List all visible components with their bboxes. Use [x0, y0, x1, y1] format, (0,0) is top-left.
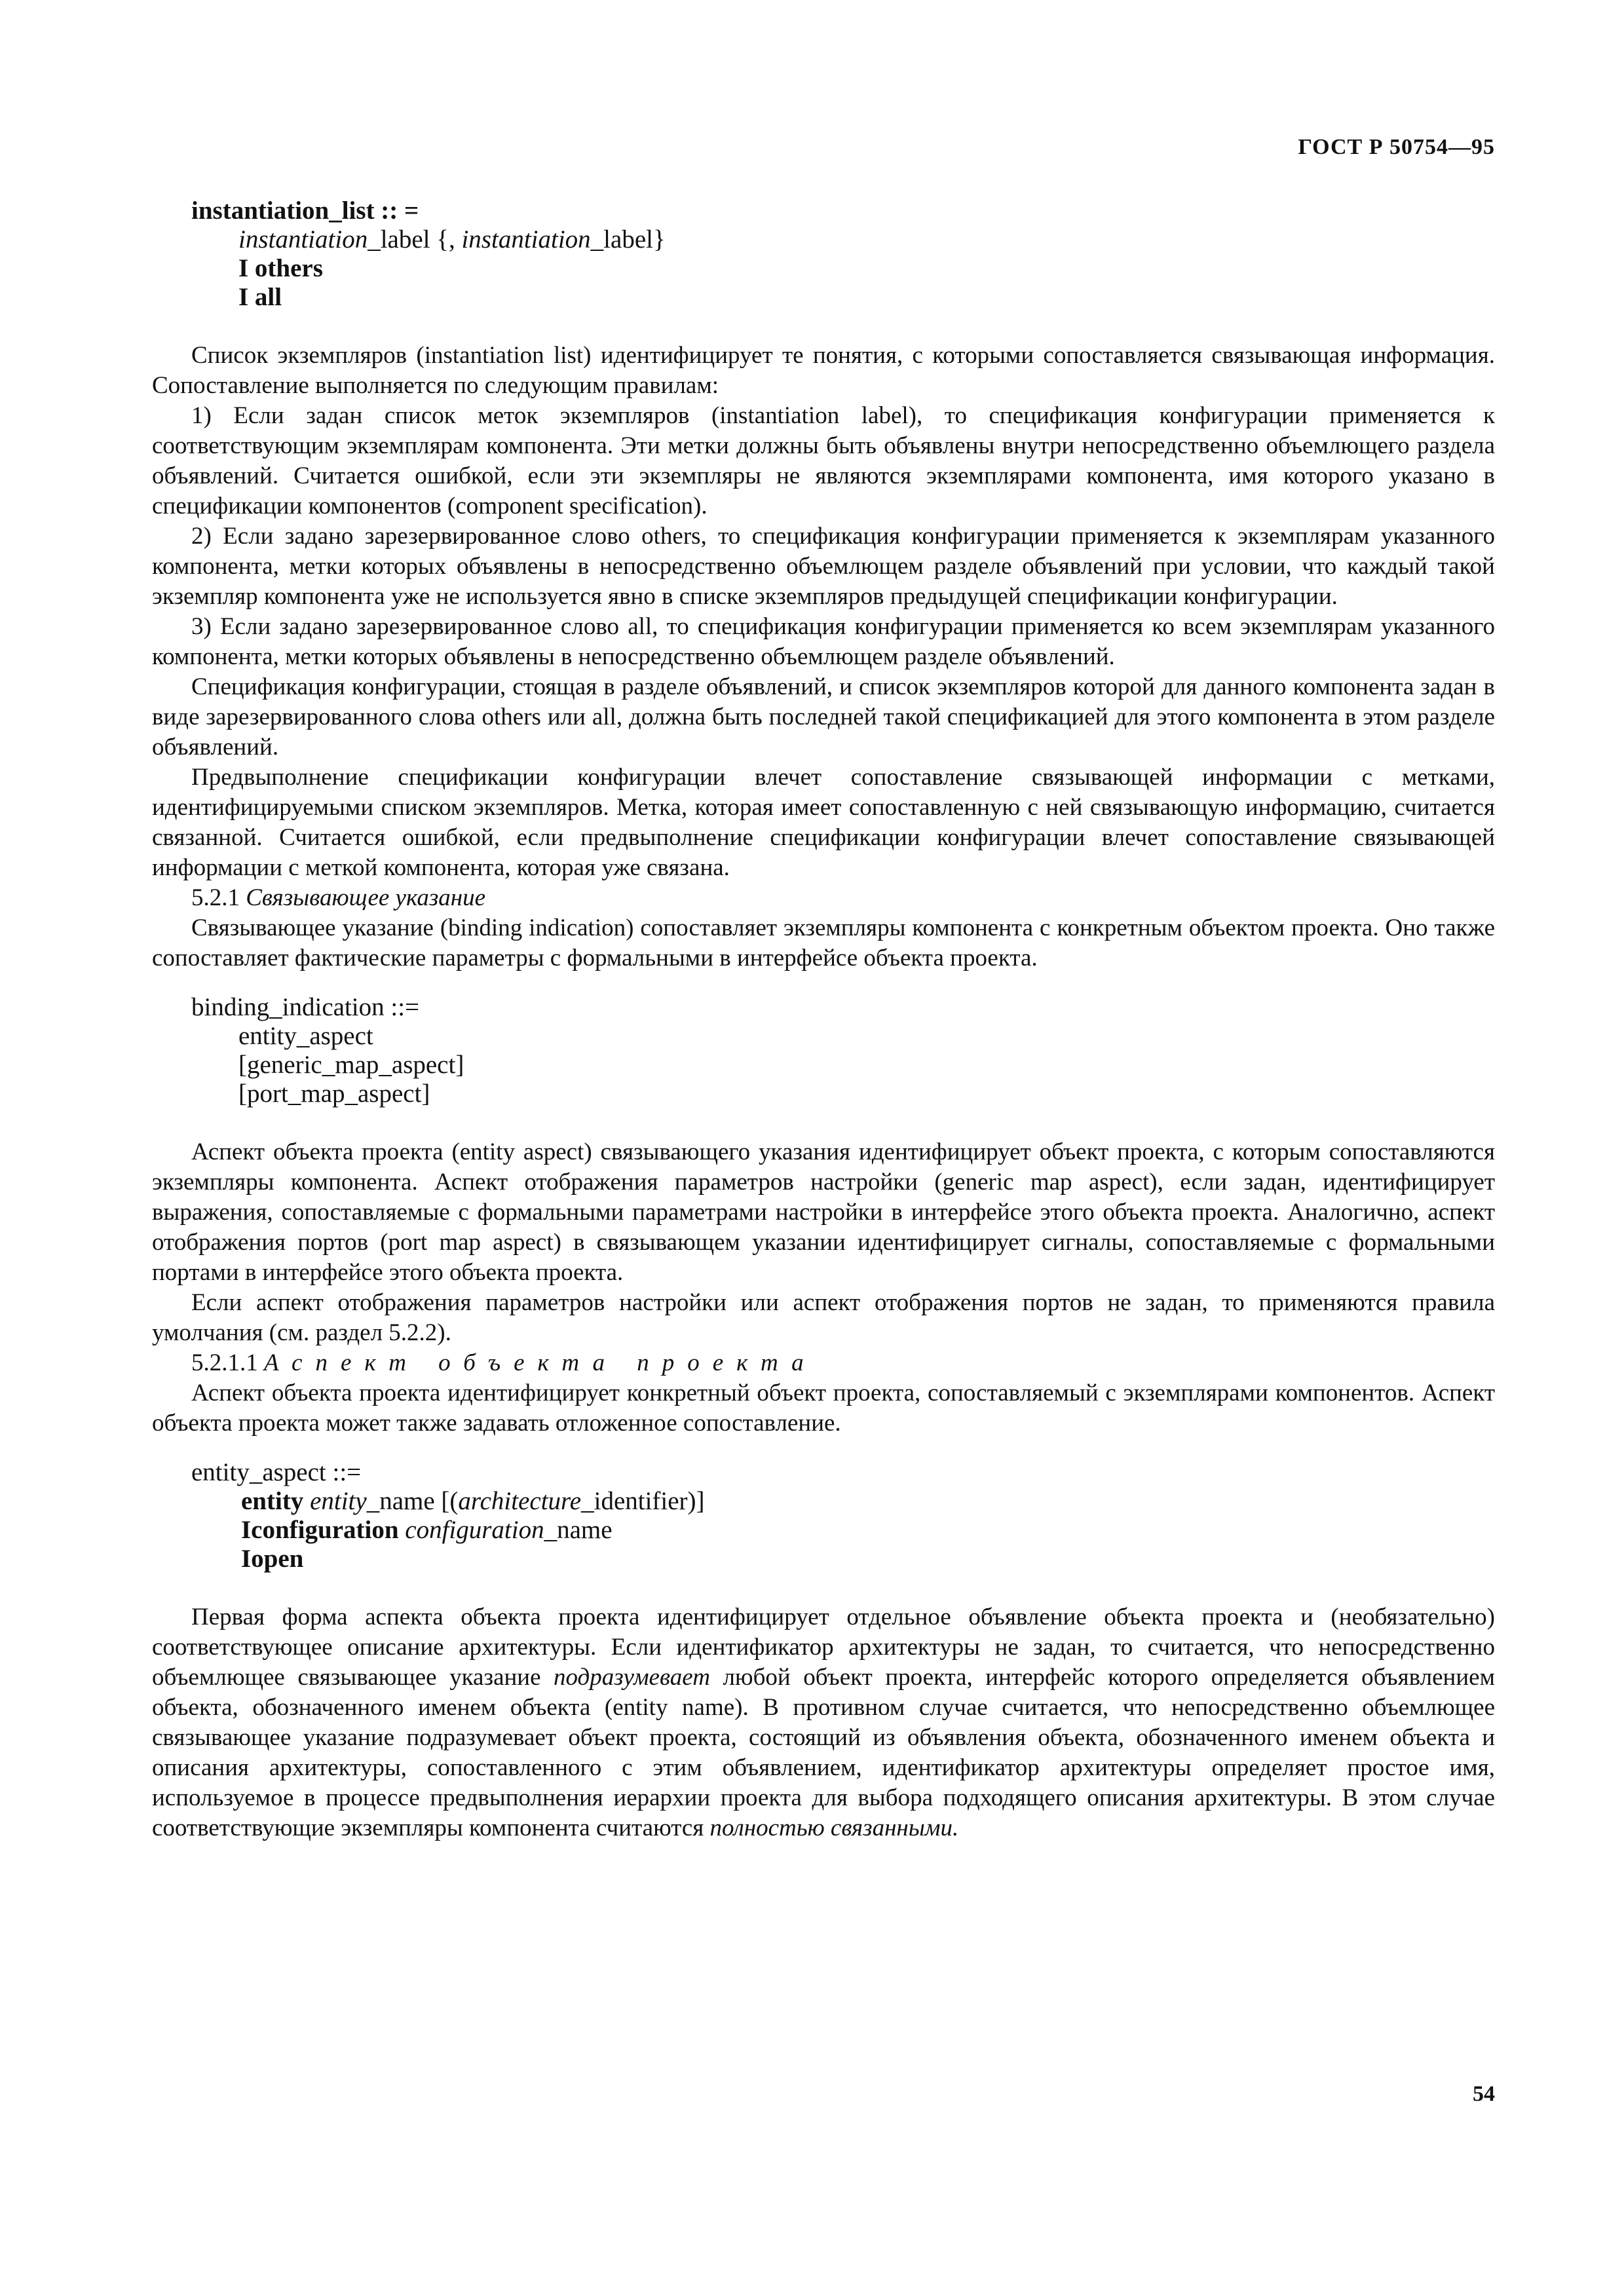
paragraph-fragment: любой объект проекта, интерфейс которого определяется объявлением объекта, обозначенного именем объекта (entity name). В противном случае считается, что непосредственно объемлющее связывающее указание подразумевает объект проекта, состоящий из объявления объекта, обозначенного именем объекта и описания архитектуры, сопоставленного с этим объявлением, идентификатор архитектуры определяет простое имя, используемое в процессе предвыполнения иерархии проекта для выбора подходящего описания архитектуры. В этом случае соответствующие экземпляры компонента считаются [152, 1664, 1495, 1841]
document-page [152, 0, 1495, 2296]
paragraph-fragment: подразумевает [554, 1664, 710, 1691]
grammar-line: I others [238, 254, 323, 282]
grammar-fragment: _label} [590, 225, 666, 254]
grammar-line: instantiation_list :: = [191, 197, 419, 225]
document-body [152, 197, 1495, 1843]
paragraph: 3) Если задано зарезервированное слово all, то спецификация конфигурации применяется ко всем экземплярам указанного компонента, метки которых объявлены в непосредственно объемлющем разделе объявлений. [152, 613, 1495, 670]
grammar-fragment: architecture [458, 1487, 582, 1515]
grammar-fragment: _name [544, 1516, 613, 1544]
paragraph: Связывающее указание (binding indication) сопоставляет экземпляры компонента с конкретным объектом проекта. Оно также сопоставляет фактические параметры с формальными в интерфейсе объекта проекта. [152, 914, 1495, 971]
instantiation-list-grammar [152, 197, 1495, 312]
section-number: 5.2.1.1 [191, 1349, 258, 1376]
grammar-fragment: _identifier)] [581, 1487, 705, 1515]
section-heading-5-2-1-1 [152, 1348, 1495, 1378]
grammar-line: [port_map_aspect] [238, 1080, 430, 1108]
grammar-fragment: instantiation [238, 225, 368, 254]
document-header: ГОСТ Р 50754—95 [1298, 135, 1495, 159]
grammar-line: [generic_map_aspect] [238, 1051, 464, 1079]
section-title: Аспект объекта проекта [264, 1349, 817, 1376]
entity-aspect-grammar [152, 1458, 1495, 1573]
paragraph: 2) Если задано зарезервированное слово others, то спецификация конфигурации применяется к экземплярам указанного компонента, метки которых объявлены в непосредственно объемлющем разделе объявлений при условии, что каждый такой экземпляр компонента уже не используется явно в списке экземпляров предыдущей спецификации конфигурации. [152, 523, 1495, 610]
paragraph: Список экземпляров (instantiation list) идентифицирует те понятия, с которыми сопоставляется связывающая информация. Сопоставление выполняется по следующим правилам: [152, 342, 1495, 399]
section-number: 5.2.1 [191, 884, 240, 911]
grammar-line: entity_aspect ::= [191, 1458, 362, 1486]
grammar-line [152, 225, 1495, 254]
grammar-fragment: _name [( [366, 1487, 459, 1515]
paragraph [152, 1602, 1495, 1843]
section-title: Связывающее указание [246, 884, 486, 911]
grammar-keyword: entity [241, 1487, 304, 1515]
grammar-line: entity_aspect [238, 1022, 373, 1050]
grammar-line: Iopen [241, 1545, 304, 1573]
page-number: 54 [1473, 2082, 1495, 2106]
paragraph-fragment: Первая форма аспекта объекта проекта идентифицирует отдельное объявление объекта проекта и (необязательно) соответствующее описание архитектуры. Если идентификатор архитектуры не задан, то считается, что непосредственно объемлющее связывающее указание [152, 1604, 1495, 1691]
paragraph: Если аспект отображения параметров настройки или аспект отображения портов не задан, то применяются правила умолчания (см. раздел 5.2.2). [152, 1289, 1495, 1346]
grammar-line: I all [238, 283, 282, 311]
grammar-fragment: _label {, [368, 225, 462, 254]
grammar-line [152, 1487, 1495, 1516]
paragraph: Аспект объекта проекта (entity aspect) связывающего указания идентифицирует объект проекта, с которым сопоставляются экземпляры компонента. Аспект отображения параметров настройки (generic map aspect), если задан, идентифицирует выражения, сопоставляемые с формальными параметрами настройки в интерфейсе этого объекта проекта. Аналогично, аспект отображения портов (port map aspect) в связывающем указании идентифицирует сигналы, сопоставляемые с формальными портами в интерфейсе этого объекта проекта. [152, 1139, 1495, 1286]
section-heading-5-2-1 [152, 883, 1495, 913]
paragraph: 1) Если задан список меток экземпляров (instantiation label), то спецификация конфигурации применяется к соответствующим экземплярам компонента. Эти метки должны быть объявлены внутри непосредственно объемлющего раздела объявлений. Считается ошибкой, если эти экземпляры не являются экземплярами компонента, имя которого указано в спецификации компонентов (component specification). [152, 402, 1495, 519]
binding-indication-grammar [152, 993, 1495, 1108]
grammar-line [152, 1516, 1495, 1545]
grammar-fragment: configuration [405, 1516, 544, 1544]
paragraph: Аспект объекта проекта идентифицирует конкретный объект проекта, сопоставляемый с экземплярами компонентов. Аспект объекта проекта может также задавать отложенное сопоставление. [152, 1380, 1495, 1437]
grammar-keyword: Iconfiguration [241, 1516, 399, 1544]
paragraph: Спецификация конфигурации, стоящая в разделе объявлений, и список экземпляров которой для данного компонента задан в виде зарезервированного слова others или all, должна быть последней такой спецификацией для этого компонента в этом разделе объявлений. [152, 673, 1495, 761]
paragraph: Предвыполнение спецификации конфигурации влечет сопоставление связывающей информации с метками, идентифицируемыми списком экземпляров. Метка, которая имеет сопоставленную с ней связывающую информацию, считается связанной. Считается ошибкой, если предвыполнение спецификации конфигурации влечет сопоставление связывающей информации с меткой компонента, которая уже связана. [152, 764, 1495, 881]
grammar-fragment: entity [310, 1487, 367, 1515]
grammar-line: binding_indication ::= [191, 993, 420, 1021]
grammar-fragment: instantiation [461, 225, 591, 254]
paragraph-fragment: полностью связанными. [709, 1815, 959, 1841]
